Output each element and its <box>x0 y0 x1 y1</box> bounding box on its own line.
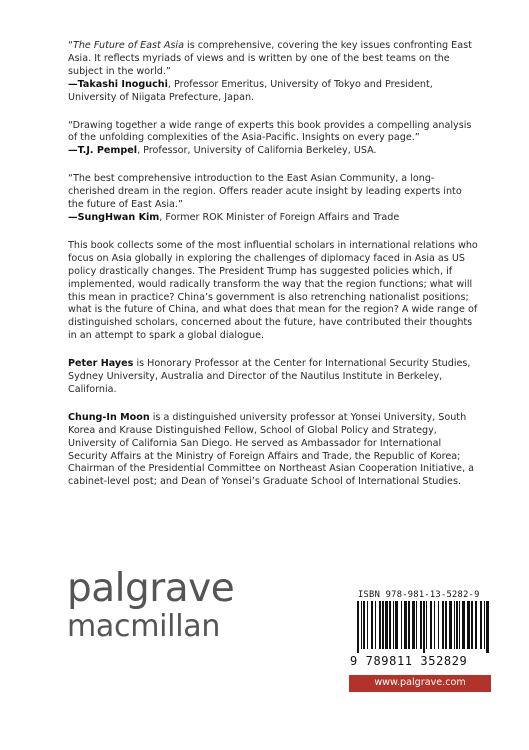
barcode-bar <box>393 601 394 649</box>
isbn-number: ISBN 978-981-13-5282-9 <box>358 590 480 600</box>
endorsement-quote: “The best comprehensive introduction to the East Asian Community, a long-cherished dream in the region. Offers reader acute insight by leading experts into the future of East Asia.” <box>68 173 462 211</box>
endorser-name: —Takashi Inoguchi <box>68 78 168 90</box>
author-name: Chung-In Moon <box>68 411 150 423</box>
barcode-bar <box>462 601 465 649</box>
author-name: Peter Hayes <box>68 358 134 370</box>
website-url[interactable]: www.palgrave.com <box>374 677 466 688</box>
barcode-bar <box>471 601 473 649</box>
endorsement-attribution <box>68 79 480 105</box>
author-bio-moon <box>68 412 480 489</box>
endorsement-attribution <box>68 212 480 225</box>
endorser-affiliation: , Professor, University of California Berkeley, USA. <box>137 145 377 157</box>
publisher-logo-line1: palgrave <box>67 566 235 611</box>
author-bio-text: is a distinguished university professor at Yonsei University, South Korea and Krause Distinguished Fellow, School of Global Policy and Strategy, University of California San Diego. He served as Ambassador for International Security Affairs at the Ministry of Foreign Affairs and Trade, the Republic of Korea; Chairman of the Presidential Committee on Northeast Asian Cooperation Initiative, a cabinet-level post; and Dean of Yonsei’s Graduate School of International Studies. <box>68 411 475 488</box>
endorser-affiliation: , Former ROK Minister of Foreign Affairs and Trade <box>159 211 400 223</box>
barcode-bar <box>357 601 359 653</box>
barcode-bar <box>385 601 388 649</box>
barcode-bar <box>456 601 458 649</box>
barcode-bar <box>420 601 422 649</box>
barcode-bar <box>371 601 373 649</box>
website-banner <box>349 675 491 692</box>
barcode-bar <box>454 601 455 649</box>
barcode-bar <box>416 601 417 649</box>
barcode-bar <box>379 601 381 649</box>
book-title: The Future of East Asia <box>72 40 184 51</box>
author-bio-hayes <box>68 358 480 397</box>
barcode-bar <box>449 601 452 649</box>
barcode-bar <box>363 601 365 649</box>
endorsement-inoguchi <box>68 40 480 105</box>
barcode-bars <box>357 601 491 653</box>
barcode-bar <box>480 601 482 649</box>
barcode-bar <box>486 601 489 653</box>
barcode-bar <box>423 601 425 653</box>
barcode-bar <box>438 601 439 649</box>
barcode-bar <box>412 601 415 649</box>
barcode-bar <box>434 601 435 649</box>
barcode-bar <box>467 601 470 649</box>
barcode-bar <box>459 601 460 649</box>
back-cover-text <box>68 40 480 504</box>
barcode-bar <box>361 601 362 649</box>
barcode-bar <box>389 601 391 649</box>
endorsement-quote: “Drawing together a wide range of experts this book provides a compelling analysis of the unfolding complexities of the Asia-Pacific. Insights on every page.” <box>68 119 472 144</box>
book-description: This book collects some of the most influential scholars in international relations who focus on Asia globally in exploring the challenges of diplomacy faced in Asia as US policy drastically changes. The President Trump has suggested policies which, if implemented, would radically transform the way that the region functions; what will this mean in practice? China’s government is also retrenching nationalist positions; what is the future of China, and what does that mean for the region? A wide range of distinguished scholars, concerned about the future, have contributed their thoughts in an attempt to spark a global dialogue. <box>68 239 478 342</box>
barcode-bar <box>375 601 376 649</box>
endorser-name: —SungHwan Kim <box>68 211 160 223</box>
barcode-bar <box>408 601 410 649</box>
endorsement-kim <box>68 173 480 225</box>
barcode-bar <box>426 601 427 649</box>
author-bio-text: is Honorary Professor at the Center for International Security Studies, Sydney University, Australia and Director of the Nautilus Institute in Berkeley, California. <box>68 358 471 395</box>
barcode-bar <box>382 601 384 649</box>
barcode-bar <box>445 601 447 649</box>
endorser-name: —T.J. Pempel <box>68 145 138 157</box>
endorsement-attribution <box>68 145 480 158</box>
publisher-logo <box>67 566 235 644</box>
barcode-bar <box>404 601 407 649</box>
barcode-digits: 9 789811 352829 <box>350 654 468 668</box>
barcode-bar <box>475 601 477 649</box>
publisher-logo-line2: macmillan <box>67 609 221 644</box>
barcode-bar <box>442 601 444 649</box>
barcode-bar <box>401 601 402 649</box>
barcode-bar <box>484 601 485 649</box>
barcode-bar <box>430 601 432 649</box>
endorsement-quote: “The Future of East Asia is comprehensive, covering the key issues confronting East Asia. It reflects myriads of views and is written by one of the best teams on the subject in the world.” <box>68 40 472 77</box>
endorsement-pempel <box>68 120 480 159</box>
barcode-bar <box>395 601 398 649</box>
endorser-affiliation: , Professor Emeritus, University of Tokyo and President, University of Niigata Prefecture, Japan. <box>68 78 433 103</box>
barcode-bar <box>367 601 368 649</box>
